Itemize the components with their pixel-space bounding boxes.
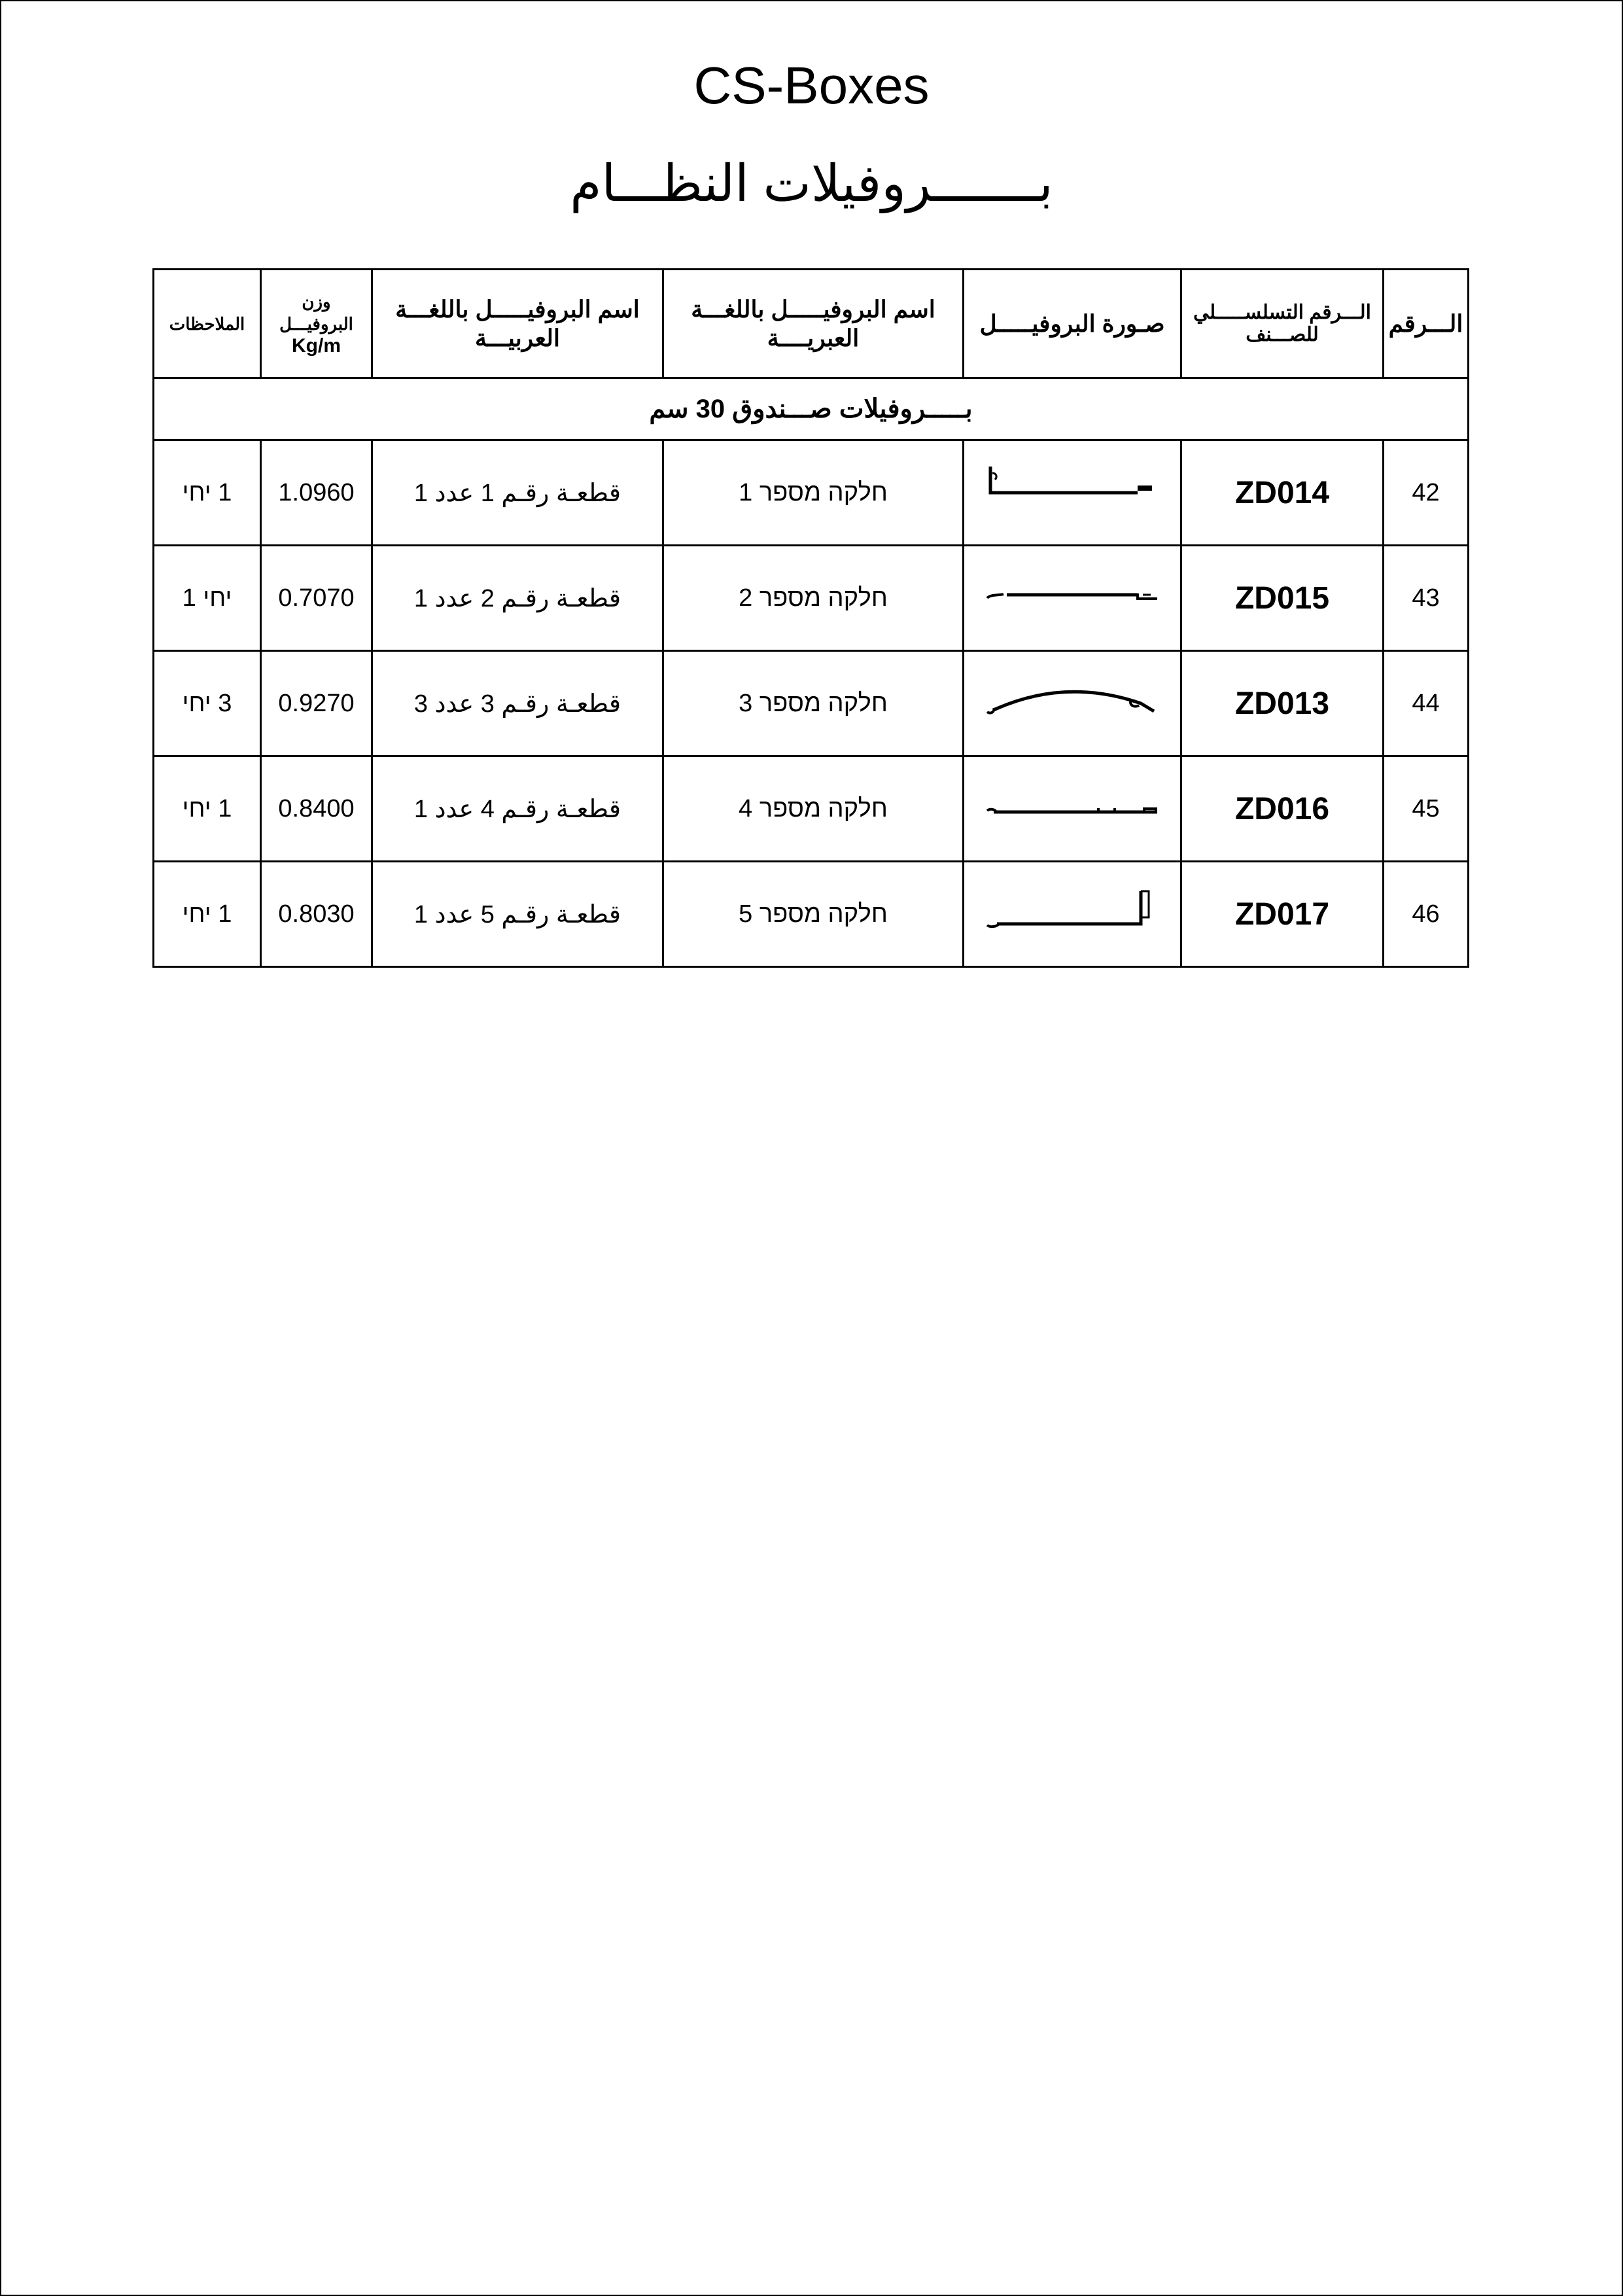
profile-image xyxy=(964,440,1181,546)
row-notes: 1 יחי xyxy=(154,862,261,967)
profile-l-left-icon xyxy=(968,463,1176,522)
table-row xyxy=(154,546,1469,651)
profiles-table xyxy=(152,268,1469,968)
table-row xyxy=(154,756,1469,862)
row-number: 42 xyxy=(1384,440,1469,546)
profile-name-arabic: قطعـة رقـم 4 عدد 1 xyxy=(372,756,663,862)
profile-name-arabic: قطعـة رقـم 2 عدد 1 xyxy=(372,546,663,651)
profile-flat-notched-icon xyxy=(968,779,1176,838)
profile-l-right-icon xyxy=(968,885,1176,944)
item-code: ZD014 xyxy=(1181,440,1384,546)
profile-image xyxy=(964,756,1181,862)
header-weight xyxy=(261,270,372,378)
header-serial: الـــرقم التسلســـــلي للصـــنف xyxy=(1181,270,1384,378)
profile-flat-icon xyxy=(968,569,1176,627)
section-title: بـــــروفيلات صـــندوق 30 سم xyxy=(154,378,1469,440)
row-notes: 3 יחי xyxy=(154,651,261,756)
row-number: 43 xyxy=(1384,546,1469,651)
row-notes: 1 יחי xyxy=(154,440,261,546)
header-name-hebrew: اسم البروفيـــــل باللغـــة العبريــــة xyxy=(663,270,964,378)
profile-name-arabic: قطعـة رقـم 1 عدد 1 xyxy=(372,440,663,546)
header-image: صـورة البروفيـــــل xyxy=(964,270,1181,378)
profile-name-hebrew: חלקה מספר 1 xyxy=(663,440,964,546)
row-notes: יחי 1 xyxy=(154,546,261,651)
section-row xyxy=(154,378,1469,440)
header-row xyxy=(154,270,1469,378)
profile-weight: 0.7070 xyxy=(261,546,372,651)
profile-name-arabic: قطعـة رقـم 5 عدد 1 xyxy=(372,862,663,967)
profile-arc-icon xyxy=(968,674,1176,733)
header-weight-label: وزن البروفيـــل xyxy=(279,291,353,334)
profile-weight: 0.9270 xyxy=(261,651,372,756)
table-row xyxy=(154,440,1469,546)
row-number: 44 xyxy=(1384,651,1469,756)
profile-weight: 0.8030 xyxy=(261,862,372,967)
document-subtitle: بـــــــروفيلات النظـــام xyxy=(570,154,1053,212)
profile-name-hebrew: חלקה מספר 2 xyxy=(663,546,964,651)
row-number: 46 xyxy=(1384,862,1469,967)
profile-image xyxy=(964,862,1181,967)
item-code: ZD017 xyxy=(1181,862,1384,967)
item-code: ZD013 xyxy=(1181,651,1384,756)
header-name-arabic: اسم البروفيـــــل باللغـــة العربيـــة xyxy=(372,270,663,378)
profile-image xyxy=(964,546,1181,651)
profile-weight: 1.0960 xyxy=(261,440,372,546)
profile-name-hebrew: חלקה מספר 4 xyxy=(663,756,964,862)
profile-name-arabic: قطعـة رقـم 3 عدد 3 xyxy=(372,651,663,756)
profile-weight: 0.8400 xyxy=(261,756,372,862)
header-weight-unit: Kg/m xyxy=(292,334,341,357)
table-row xyxy=(154,651,1469,756)
profile-name-hebrew: חלקה מספר 5 xyxy=(663,862,964,967)
row-notes: 1 יחי xyxy=(154,756,261,862)
item-code: ZD015 xyxy=(1181,546,1384,651)
table-row xyxy=(154,862,1469,967)
document-title: CS-Boxes xyxy=(693,56,930,115)
header-notes: الملاحظات xyxy=(154,270,261,378)
item-code: ZD016 xyxy=(1181,756,1384,862)
profile-name-hebrew: חלקה מספר 3 xyxy=(663,651,964,756)
row-number: 45 xyxy=(1384,756,1469,862)
header-num: الـــرقم xyxy=(1384,270,1469,378)
profile-image xyxy=(964,651,1181,756)
